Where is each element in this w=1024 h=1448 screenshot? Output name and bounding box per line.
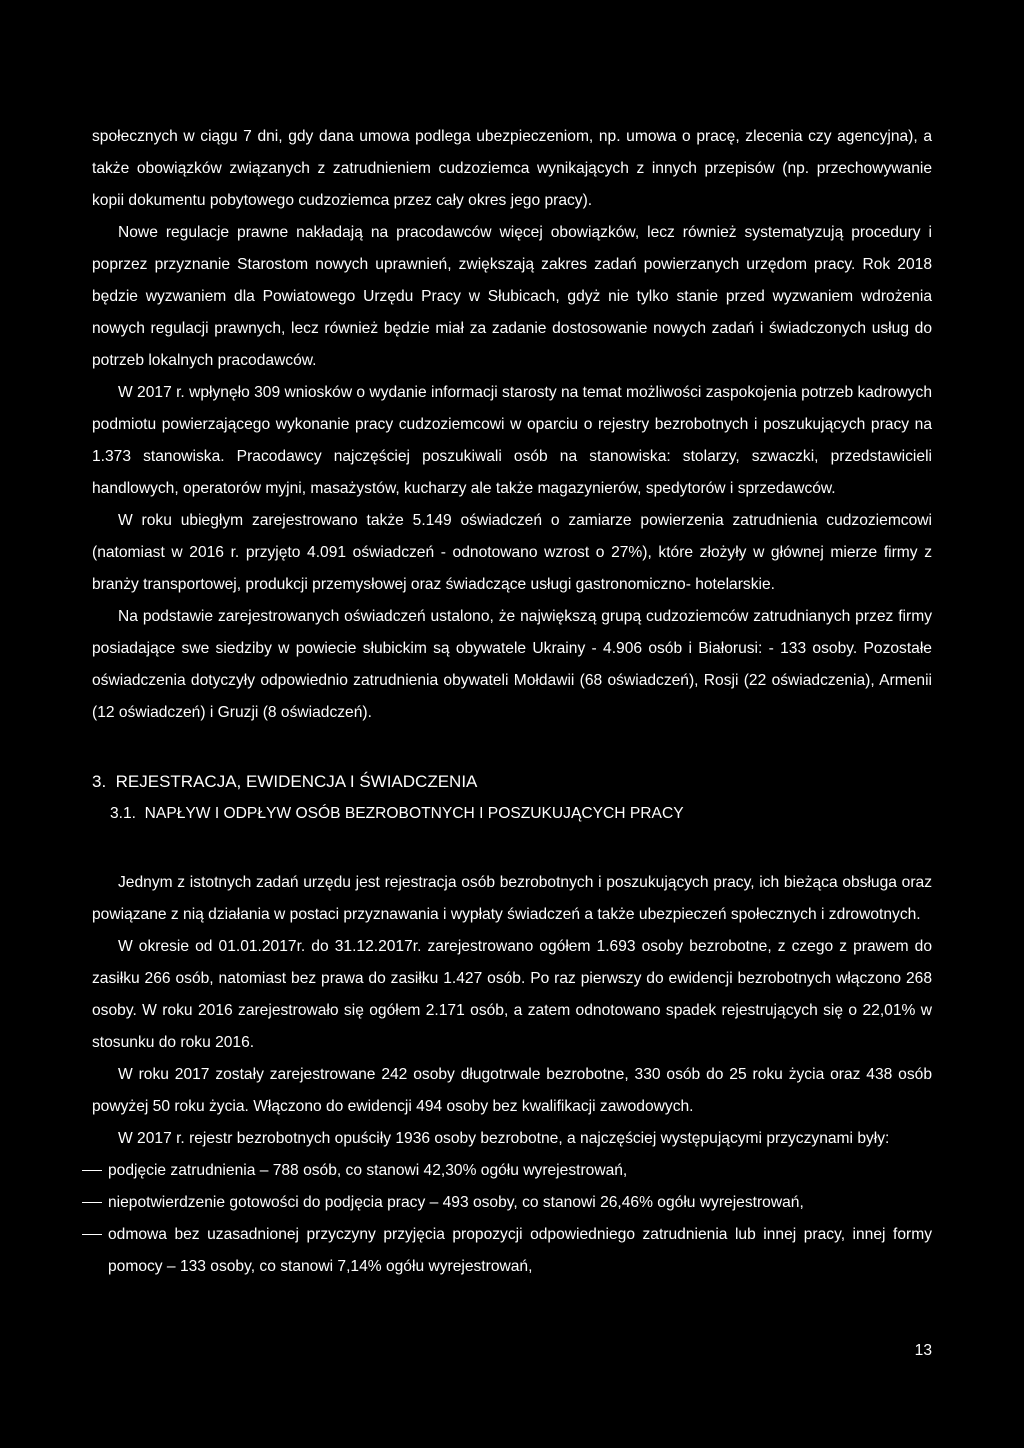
- paragraph-top-1: społecznych w ciągu 7 dni, gdy dana umowa podlega ubezpieczeniom, np. umowa o pracę, zlecenia czy agencyjna), a także obowiązków związanych z zatrudnieniem cudzoziemca wynikających z innych przepisów (np. przechowywanie kopii dokumentu pobytowego cudzoziemca przez cały okres jego pracy).: [92, 128, 932, 209]
- paragraph-top-2: Nowe regulacje prawne nakładają na pracodawców więcej obowiązków, lecz również systematyzują procedury i poprzez przyznanie Starostom nowych uprawnień, zwiększają zakres zadań powierzanych urzędom pracy. Rok 2018 będzie wyzwaniem dla Powiatowego Urzędu Pracy w Słubicach, gdyż nie tylko stanie przed wyzwaniem wdrożenia nowych regulacji prawnych, lecz również będzie miał za zadanie dostosowanie nowych zadań i świadczonych usług do potrzeb lokalnych pracodawców.: [92, 224, 932, 369]
- reasons-list: [92, 1155, 932, 1283]
- paragraph-top-3: W 2017 r. wpłynęło 309 wniosków o wydanie informacji starosty na temat możliwości zaspokojenia potrzeb kadrowych podmiotu powierzającego wykonanie pracy cudzoziemcowi w oparciu o rejestry bezrobotnych i poszukujących pracy na 1.373 stanowiska. Pracodawcy najczęściej poszukiwali osób na stanowiska: stolarzy, szwaczki, przedstawicieli handlowych, operatorów myjni, masażystów, kucharzy ale także magazynierów, spedytorów i sprzedawców.: [92, 384, 932, 497]
- dash-bullet-icon: [82, 1202, 102, 1203]
- list-item-text: odmowa bez uzasadnionej przyczyny przyjęcia propozycji odpowiedniego zatrudnienia lub innej pracy, innej formy pomocy – 133 osoby, co stanowi 7,14% ogółu wyrejestrowań,: [108, 1226, 932, 1275]
- paragraph-bottom-4: W 2017 r. rejestr bezrobotnych opuściły 1936 osoby bezrobotne, a najczęściej występującymi przyczynami były:: [118, 1130, 890, 1147]
- paragraph-top-4: W roku ubiegłym zarejestrowano także 5.149 oświadczeń o zamiarze powierzenia zatrudnienia cudzoziemcowi (natomiast w 2016 r. przyjęto 4.091 oświadczeń - odnotowano wzrost o 27%), które złożyły w głównej mierze firmy z branży transportowej, produkcji przemysłowej oraz świadczące usługi gastronomiczno- hotelarskie.: [92, 512, 932, 593]
- paragraph-top-5: Na podstawie zarejestrowanych oświadczeń ustalono, że największą grupą cudzoziemców zatrudnianych przez firmy posiadające swe siedziby w powiecie słubickim są obywatele Ukrainy - 4.906 osób i Białorusi: - 133 osoby. Pozostałe oświadczenia dotyczyły odpowiednio zatrudnienia obywateli Mołdawii (68 oświadczeń), Rosji (22 oświadczenia), Armenii (12 oświadczeń) i Gruzji (8 oświadczeń).: [92, 608, 932, 721]
- subsection-spacer: [92, 829, 932, 867]
- list-item: [82, 1219, 932, 1283]
- paragraph-bottom-3: W roku 2017 zostały zarejestrowane 242 osoby długotrwale bezrobotne, 330 osób do 25 roku życia oraz 438 osób powyżej 50 roku życia. Włączono do ewidencji 494 osoby bez kwalifikacji zawodowych.: [92, 1066, 932, 1115]
- list-item: [82, 1187, 932, 1219]
- paragraph-bottom-2: W okresie od 01.01.2017r. do 31.12.2017r. zarejestrowano ogółem 1.693 osoby bezrobotne, z czego z prawem do zasiłku 266 osób, natomiast bez prawa do zasiłku 1.427 osób. Po raz pierwszy do ewidencji bezrobotnych włączono 268 osoby. W roku 2016 zarejestrowało się ogółem 2.171 osób, a zatem odnotowano spadek rejestrujących się o 22,01% w stosunku do roku 2016.: [92, 938, 932, 1051]
- paragraph-bottom-1: Jednym z istotnych zadań urzędu jest rejestracja osób bezrobotnych i poszukujących pracy, ich bieżąca obsługa oraz powiązane z nią działania w postaci przyznawania i wypłaty świadczeń a także ubezpieczeń społecznych i zdrowotnych.: [92, 874, 932, 923]
- list-item-text: niepotwierdzenie gotowości do podjęcia pracy – 493 osoby, co stanowi 26,46% ogółu wyrejestrowań,: [108, 1194, 804, 1211]
- subsection-heading: 3.1. NAPŁYW I ODPŁYW OSÓB BEZROBOTNYCH I POSZUKUJĄCYCH PRACY: [110, 805, 684, 822]
- document-page: [92, 121, 932, 1283]
- page-number: 13: [914, 1342, 932, 1359]
- section-spacer: [92, 729, 932, 765]
- dash-bullet-icon: [82, 1170, 102, 1171]
- list-item-text: podjęcie zatrudnienia – 788 osób, co stanowi 42,30% ogółu wyrejestrowań,: [108, 1162, 628, 1179]
- dash-bullet-icon: [82, 1234, 102, 1235]
- list-item: [82, 1155, 932, 1187]
- section-heading: 3. REJESTRACJA, EWIDENCJA I ŚWIADCZENIA: [92, 772, 478, 791]
